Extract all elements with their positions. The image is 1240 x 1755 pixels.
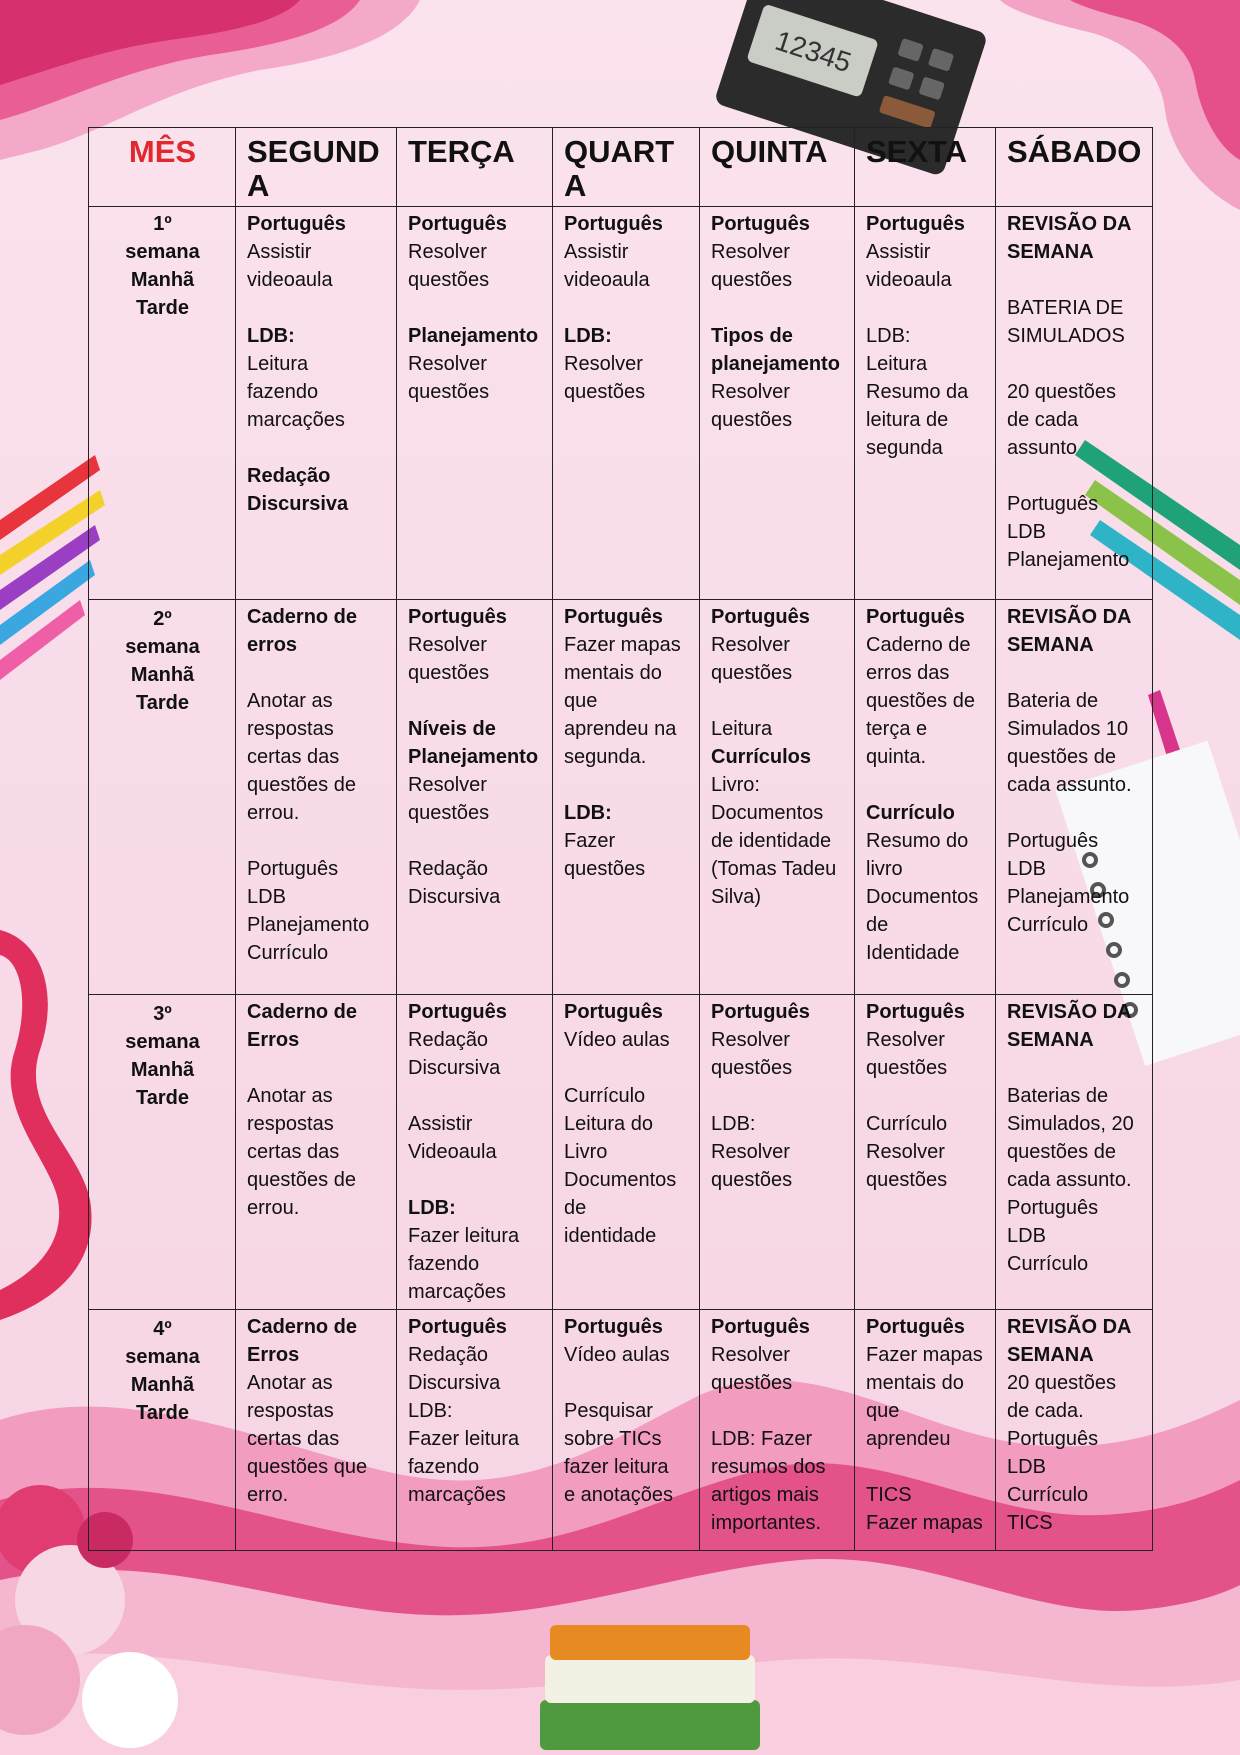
day-header-quinta: QUINTA — [700, 128, 855, 207]
plan-cell-terca — [397, 207, 553, 600]
plan-cell-line: Português — [247, 213, 346, 235]
plan-cell-line: aprendeu na — [564, 718, 677, 740]
plan-cell-line: Simulados 10 — [1007, 718, 1129, 740]
plan-cell-line: Discursiva — [408, 1372, 501, 1394]
plan-cell-line: Caderno de — [247, 1001, 358, 1023]
plan-cell-line: leitura de — [866, 409, 949, 431]
plan-cell-line: mentais do — [564, 662, 662, 684]
plan-cell-line: LDB: — [866, 325, 911, 347]
plan-cell-sexta — [855, 207, 996, 600]
plan-cell-line: Planejamento — [247, 914, 370, 936]
plan-cell-line: Português — [866, 606, 965, 628]
plan-cell-line: TICS — [1007, 1512, 1053, 1534]
plan-cell-line: Português — [408, 213, 507, 235]
plan-cell-line: Resolver — [866, 1029, 945, 1051]
plan-cell-line: Baterias de — [1007, 1085, 1109, 1107]
plan-cell-line: Currículo — [247, 942, 329, 964]
plan-cell-line: de cada. — [1007, 1400, 1084, 1422]
plan-cell-line: LDB: — [564, 325, 612, 347]
plan-cell-line: Resolver — [408, 241, 487, 263]
plan-cell-line: errou. — [247, 802, 300, 824]
plan-cell-line: Caderno de — [247, 606, 358, 628]
plan-cell-line: LDB: — [711, 1113, 756, 1135]
plan-cell-line: Currículo — [1007, 1253, 1089, 1275]
plan-cell-line: Fazer mapas — [866, 1344, 983, 1366]
plan-cell-line: REVISÃO DA — [1007, 1001, 1132, 1023]
plan-cell-line — [711, 1082, 844, 1110]
day-header-segunda: SEGUNDA — [236, 128, 397, 207]
plan-cell-line: Português — [1007, 1197, 1099, 1219]
week-label-line: Manhã — [130, 1059, 195, 1081]
plan-cell-line: assunto — [1007, 437, 1078, 459]
plan-cell-line: questões de — [866, 690, 975, 712]
plan-cell-line: resumos dos — [711, 1456, 826, 1478]
plan-cell-line: REVISÃO DA — [1007, 1316, 1132, 1338]
plan-cell-line: Português — [564, 213, 663, 235]
plan-cell-line: LDB: — [564, 802, 612, 824]
plan-cell-line: Vídeo aulas — [564, 1029, 670, 1051]
plan-cell-line: livro — [866, 858, 903, 880]
day-header-sabado: SÁBADO — [996, 128, 1153, 207]
plan-cell-line — [866, 771, 985, 799]
plan-cell-line: questões — [866, 1169, 948, 1191]
plan-cell-line: LDB — [1007, 858, 1046, 880]
plan-cell-quinta — [700, 600, 855, 995]
plan-cell-line — [247, 294, 386, 322]
plan-cell-line: Fazer mapas — [866, 1512, 983, 1534]
month-header: MÊS — [89, 128, 236, 207]
plan-cell-line: Currículo — [866, 1113, 948, 1135]
plan-cell-quarta — [553, 995, 700, 1310]
plan-cell-line: Discursiva — [408, 886, 501, 908]
week-label-line: semana — [125, 241, 200, 263]
week-label-line: semana — [125, 1031, 200, 1053]
plan-cell-line: que — [866, 1400, 900, 1422]
plan-cell-line: Resumo da — [866, 381, 969, 403]
plan-cell-quarta — [553, 1310, 700, 1551]
plan-cell-segunda — [236, 207, 397, 600]
plan-cell-line: questões — [866, 1057, 948, 1079]
plan-cell-line: Português — [866, 1316, 965, 1338]
plan-cell-line: cada assunto. — [1007, 1169, 1132, 1191]
plan-cell-line: Resolver — [408, 353, 487, 375]
plan-cell-sexta — [855, 995, 996, 1310]
plan-cell-line — [408, 1166, 542, 1194]
plan-cell-line: Resolver — [711, 1141, 790, 1163]
plan-cell-line: de identidade — [711, 830, 832, 852]
plan-cell-line: questões — [711, 1372, 793, 1394]
plan-cell-line: Vídeo aulas — [564, 1344, 670, 1366]
header-row — [89, 128, 1153, 207]
plan-cell-line: BATERIA DE — [1007, 297, 1124, 319]
plan-cell-line: Redação — [408, 1344, 489, 1366]
plan-cell-line: LDB: Fazer — [711, 1428, 813, 1450]
plan-cell-line: fazer leitura — [564, 1456, 669, 1478]
plan-cell-line: erro. — [247, 1484, 289, 1506]
plan-cell-line — [247, 434, 386, 462]
plan-cell-line: Redação — [247, 465, 331, 487]
plan-cell-line — [1007, 799, 1142, 827]
plan-cell-line — [564, 771, 689, 799]
plan-cell-line: Bateria de — [1007, 690, 1099, 712]
plan-cell-line: SEMANA — [1007, 1344, 1094, 1366]
plan-cell-line: questões de — [1007, 1141, 1116, 1163]
plan-cell-line: Resolver — [866, 1141, 945, 1163]
plan-cell-line: respostas — [247, 718, 334, 740]
plan-cell-line: Português — [866, 1001, 965, 1023]
plan-cell-line: questões — [711, 662, 793, 684]
plan-cell-line — [1007, 350, 1142, 378]
plan-cell-line: Resolver — [711, 241, 790, 263]
plan-cell-line: Fazer leitura — [408, 1225, 520, 1247]
plan-cell-line: Português — [247, 858, 339, 880]
plan-cell-line: Caderno de — [866, 634, 971, 656]
plan-cell-line: segunda. — [564, 746, 647, 768]
plan-cell-line: mentais do — [866, 1372, 964, 1394]
plan-cell-line: Português — [1007, 830, 1099, 852]
plan-cell-line: Erros — [247, 1344, 300, 1366]
plan-cell-segunda — [236, 600, 397, 995]
plan-cell-line — [866, 294, 985, 322]
plan-cell-line: questões — [408, 381, 490, 403]
week-label-line: 4º — [153, 1318, 172, 1340]
plan-cell-line: Português — [866, 213, 965, 235]
plan-cell-line — [408, 1082, 542, 1110]
plan-cell-line: Anotar as — [247, 1085, 333, 1107]
plan-cell-sexta — [855, 600, 996, 995]
plan-cell-line — [711, 687, 844, 715]
plan-cell-line: Resolver — [408, 634, 487, 656]
plan-cell-line: REVISÃO DA — [1007, 213, 1132, 235]
week-label-line: Tarde — [136, 1402, 189, 1424]
plan-cell-terca — [397, 995, 553, 1310]
plan-cell-line — [247, 827, 386, 855]
plan-cell-line — [408, 827, 542, 855]
plan-cell-line — [247, 659, 386, 687]
plan-cell-line: Resolver — [564, 353, 643, 375]
plan-cell-line: (Tomas Tadeu — [711, 858, 837, 880]
plan-cell-line: aprendeu — [866, 1428, 951, 1450]
plan-cell-line: erros das — [866, 662, 950, 684]
plan-cell-line: 20 questões — [1007, 381, 1116, 403]
plan-cell-line: SEMANA — [1007, 1029, 1094, 1051]
plan-cell-line: questões — [711, 1169, 793, 1191]
plan-cell-line: Leitura — [711, 718, 773, 740]
plan-cell-line: marcações — [408, 1484, 506, 1506]
plan-cell-line: Currículo — [866, 802, 955, 824]
plan-cell-line: Português — [408, 1001, 507, 1023]
week-label-line: Tarde — [136, 692, 189, 714]
plan-cell-line: Anotar as — [247, 690, 333, 712]
plan-cell-line: planejamento — [711, 353, 840, 375]
plan-cell-line: artigos mais — [711, 1484, 819, 1506]
plan-cell-quarta — [553, 600, 700, 995]
week-label-line: 1º — [153, 213, 172, 235]
plan-cell-line — [1007, 1054, 1142, 1082]
plan-cell-line: sobre TICs — [564, 1428, 662, 1450]
plan-cell-quarta — [553, 207, 700, 600]
week-label-cell — [89, 1310, 236, 1551]
plan-cell-line: LDB — [1007, 1456, 1046, 1478]
plan-cell-line: questões de — [247, 774, 356, 796]
plan-cell-line: Português — [564, 606, 663, 628]
plan-cell-line: Resolver — [408, 774, 487, 796]
plan-cell-line: Português — [711, 606, 810, 628]
week-label-line: Manhã — [130, 269, 195, 291]
plan-cell-line: Livro: — [711, 774, 760, 796]
plan-cell-line: Redação — [408, 1029, 489, 1051]
plan-cell-line — [408, 294, 542, 322]
plan-cell-line: questões — [408, 802, 490, 824]
plan-cell-line: questões — [564, 381, 646, 403]
week-label-line: 3º — [153, 1003, 172, 1025]
plan-cell-line: marcações — [247, 409, 345, 431]
week-label-line: Tarde — [136, 297, 189, 319]
plan-cell-line: Português — [1007, 493, 1099, 515]
week-label-line: Manhã — [130, 1374, 195, 1396]
plan-cell-line: questões de — [1007, 746, 1116, 768]
plan-cell-line: LDB: — [408, 1197, 456, 1219]
books-icon — [540, 1625, 760, 1750]
plan-cell-line: Português — [711, 1316, 810, 1338]
plan-cell-line: TICS — [866, 1484, 912, 1506]
plan-cell-line: Assistir — [866, 241, 931, 263]
plan-cell-line: SEMANA — [1007, 241, 1094, 263]
plan-cell-line: questões — [408, 269, 490, 291]
plan-cell-line: quinta. — [866, 746, 927, 768]
plan-cell-line: Tipos de — [711, 325, 793, 347]
plan-cell-terca — [397, 600, 553, 995]
plan-cell-line: Documentos — [711, 802, 824, 824]
plan-cell-line: marcações — [408, 1281, 506, 1303]
plan-cell-line: LDB: — [247, 325, 295, 347]
plan-cell-line: REVISÃO DA — [1007, 606, 1132, 628]
plan-cell-line: videoaula — [866, 269, 952, 291]
plan-cell-line: Resolver — [711, 1344, 790, 1366]
plan-cell-segunda — [236, 1310, 397, 1551]
plan-cell-line: de — [564, 1197, 587, 1219]
plan-cell-line: Resumo do — [866, 830, 969, 852]
plan-cell-line — [866, 1082, 985, 1110]
plan-cell-line: questões de — [247, 1169, 356, 1191]
plan-cell-line: Videoaula — [408, 1141, 497, 1163]
plan-cell-sexta — [855, 1310, 996, 1551]
plan-cell-line: Pesquisar — [564, 1400, 653, 1422]
plan-cell-line: videoaula — [247, 269, 333, 291]
plan-cell-line: certas das — [247, 1428, 340, 1450]
day-header-terca: TERÇA — [397, 128, 553, 207]
plan-cell-line: Currículo — [1007, 1484, 1089, 1506]
plan-cell-terca — [397, 1310, 553, 1551]
plan-cell-line: e anotações — [564, 1484, 673, 1506]
day-header-quarta: QUARTA — [553, 128, 700, 207]
plan-cell-line — [564, 1054, 689, 1082]
plan-cell-line: Livro — [564, 1141, 608, 1163]
plan-cell-line: importantes. — [711, 1512, 822, 1534]
plan-cell-line: fazendo — [408, 1456, 480, 1478]
plan-cell-line: de cada — [1007, 409, 1079, 431]
plan-cell-line — [408, 687, 542, 715]
plan-cell-line: questões — [408, 662, 490, 684]
plan-cell-line: fazendo — [247, 381, 319, 403]
plan-cell-line — [1007, 659, 1142, 687]
plan-cell-line: Discursiva — [408, 1057, 501, 1079]
plan-cell-sabado — [996, 995, 1153, 1310]
plan-cell-line: Fazer — [564, 830, 616, 852]
week-label-line: Manhã — [130, 664, 195, 686]
day-header-sexta: SEXTA — [855, 128, 996, 207]
week-label-cell — [89, 600, 236, 995]
plan-cell-line: de — [866, 914, 889, 936]
plan-cell-line: questões que — [247, 1456, 368, 1478]
plan-cell-line — [711, 294, 844, 322]
plan-cell-line: fazendo — [408, 1253, 480, 1275]
plan-cell-line: videoaula — [564, 269, 650, 291]
weekly-study-plan-table — [88, 127, 1153, 1551]
plan-cell-line: certas das — [247, 1141, 340, 1163]
plan-cell-quinta — [700, 995, 855, 1310]
plan-cell-line: errou. — [247, 1197, 300, 1219]
plan-cell-line: SIMULADOS — [1007, 325, 1125, 347]
plan-cell-line: Discursiva — [247, 493, 349, 515]
plan-cell-line — [564, 294, 689, 322]
plan-cell-line: Resolver — [711, 634, 790, 656]
plan-cell-line: Português — [711, 213, 810, 235]
plan-cell-line: Português — [711, 1001, 810, 1023]
week-row — [89, 1310, 1153, 1551]
plan-cell-line: Níveis de — [408, 718, 496, 740]
week-label-line: semana — [125, 1346, 200, 1368]
plan-cell-line: Redação — [408, 858, 489, 880]
plan-cell-line: Fazer mapas — [564, 634, 681, 656]
plan-cell-line: erros — [247, 634, 298, 656]
plan-cell-line: cada assunto. — [1007, 774, 1132, 796]
week-label-line: semana — [125, 636, 200, 658]
plan-cell-line: Identidade — [866, 942, 960, 964]
plan-cell-line: Caderno de — [247, 1316, 358, 1338]
plan-cell-line: LDB — [247, 886, 286, 908]
plan-cell-line: Currículo — [564, 1085, 646, 1107]
plan-cell-line: Currículos — [711, 746, 812, 768]
week-label-cell — [89, 995, 236, 1310]
plan-cell-quinta — [700, 207, 855, 600]
plan-cell-line: Leitura — [866, 353, 928, 375]
plan-cell-line: 20 questões — [1007, 1372, 1116, 1394]
plan-cell-line: Anotar as — [247, 1372, 333, 1394]
plan-cell-segunda — [236, 995, 397, 1310]
plan-cell-line: LDB — [1007, 1225, 1046, 1247]
week-label-line: Tarde — [136, 1087, 189, 1109]
plan-cell-line: questões — [564, 858, 646, 880]
plan-cell-line: Planejamento — [408, 746, 539, 768]
plan-cell-line: Planejamento — [1007, 886, 1130, 908]
week-row — [89, 995, 1153, 1310]
plan-cell-line: Português — [564, 1001, 663, 1023]
plan-cell-line: questões — [711, 269, 793, 291]
plan-cell-line: certas das — [247, 746, 340, 768]
week-row — [89, 600, 1153, 995]
plan-cell-sabado — [996, 207, 1153, 600]
plan-cell-line: Português — [564, 1316, 663, 1338]
plan-cell-sabado — [996, 600, 1153, 995]
plan-cell-sabado — [996, 1310, 1153, 1551]
plan-cell-line — [866, 1453, 985, 1481]
plan-cell-line: que — [564, 690, 598, 712]
plan-cell-line: respostas — [247, 1113, 334, 1135]
plan-cell-line: Planejamento — [408, 325, 539, 347]
plan-cell-line — [564, 1369, 689, 1397]
plan-cell-line: respostas — [247, 1400, 334, 1422]
plan-cell-line: Assistir — [247, 241, 312, 263]
plan-cell-line: Leitura do — [564, 1113, 653, 1135]
plan-cell-line: questões — [711, 1057, 793, 1079]
svg-text:12345: 12345 — [771, 24, 856, 79]
week-label-cell — [89, 207, 236, 600]
plan-cell-line: Fazer leitura — [408, 1428, 520, 1450]
plan-cell-line: Currículo — [1007, 914, 1089, 936]
plan-cell-line: questões — [711, 409, 793, 431]
plan-cell-line: Resolver — [711, 1029, 790, 1051]
week-label-line: 2º — [153, 608, 172, 630]
plan-cell-line: terça e — [866, 718, 928, 740]
plan-cell-line: Português — [408, 1316, 507, 1338]
plan-cell-quinta — [700, 1310, 855, 1551]
plan-cell-line — [1007, 266, 1142, 294]
plan-cell-line: Simulados, 20 — [1007, 1113, 1134, 1135]
plan-cell-line: LDB: — [408, 1400, 453, 1422]
plan-cell-line: Assistir — [564, 241, 629, 263]
plan-cell-line: Assistir — [408, 1113, 473, 1135]
plan-cell-line: SEMANA — [1007, 634, 1094, 656]
plan-cell-line — [247, 1054, 386, 1082]
plan-cell-line: Português — [408, 606, 507, 628]
plan-cell-line — [711, 1397, 844, 1425]
plan-cell-line — [1007, 462, 1142, 490]
plan-cell-line: Planejamento — [1007, 549, 1130, 571]
plan-cell-line: Resolver — [711, 381, 790, 403]
plan-cell-line: Português — [1007, 1428, 1099, 1450]
plan-cell-line: Silva) — [711, 886, 762, 908]
week-row — [89, 207, 1153, 600]
plan-cell-line: identidade — [564, 1225, 657, 1247]
plan-cell-line: Erros — [247, 1029, 300, 1051]
plan-cell-line: Documentos — [866, 886, 979, 908]
plan-cell-line: Documentos — [564, 1169, 677, 1191]
plan-cell-line: segunda — [866, 437, 943, 459]
plan-cell-line: Leitura — [247, 353, 309, 375]
plan-cell-line: LDB — [1007, 521, 1046, 543]
